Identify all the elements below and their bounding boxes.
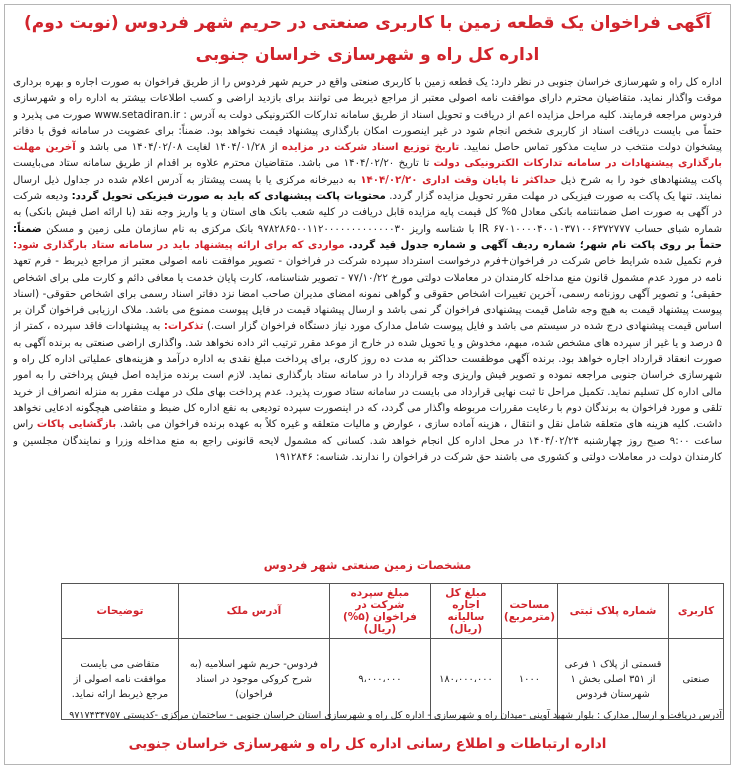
table-header-row [62, 584, 724, 639]
envelope-contents-text: ودیعه شرکت در آگهی به صورت اصل ضمانتنامه بانکی معادل ۵% کل قیمت پایه مزایده قابل دریافت در کلیه شعب بانک های استان و یا واریز وجه نقد (با ارائه اصل فیش بانکی) به شماره شبای حساب IR ۶۷۰۱۰۰۰۰۴۰۰۱۰۳۷۱۰۰۶۳۷۲۷۷۷ با شناسه واریز ۹۷۸۲۸۶۵۰۰۱۱۲۰۰۰۰۰۰۰۰۰۰۰۰۰۳۰ بانک مرکزی به نام سازمان ملی زمین و مسکن [13, 191, 722, 235]
ad-title: آگهی فراخوان یک قطعه زمین با کاربری صنعتی در حریم شهر فردوس (نوبت دوم) [24, 13, 711, 33]
organization-title: اداره کل راه و شهرسازی خراسان جنوبی [195, 45, 540, 65]
table-title: مشخصات زمین صنعتی شهر فردوس [263, 558, 472, 572]
ad-frame [4, 4, 731, 765]
cell-address: فردوس- حریم شهر اسلامیه (به شرح کروکی موجود در اسناد فراخوان) [178, 639, 329, 720]
table-row [62, 639, 724, 720]
header-plate: شماره پلاک ثبتی [558, 584, 669, 639]
header-usage: کاربری [669, 584, 724, 639]
cell-area: ۱۰۰۰ [501, 639, 557, 720]
header-rent: مبلغ کل اجاره سالیانه (ریال) [430, 584, 501, 639]
distribution-date-text: از ۱۴۰۴/۰۱/۲۸ لغایت ۱۴۰۴/۰۲/۰۸ می باشد و [80, 142, 278, 154]
deadline-text: تا تاریخ ۱۴۰۴/۰۲/۲۰ می باشد. متقاضیان محترم علاوه بر اقدام از طریق سامانه ستاد می‌بایست پاکت پیشنهادهای خود را به شرح ذیل [13, 158, 722, 186]
distribution-date-label: تاریخ توزیع اسناد شرکت در مزایده [281, 142, 460, 154]
ad-body [13, 75, 722, 555]
notes-label: تذکرات: [163, 321, 204, 333]
submission-address: آدرس دریافت و ارسال مدارک : بلوار شهید آوینی -میدان راه و شهرسازی - اداره کل راه و شهرسازی استان خراسان جنوبی - ساختمان مرکزی -کدپستی ۹۷۱۷۴۳۴۷۵۷ [69, 710, 722, 721]
cell-deposit: ۹،۰۰۰،۰۰۰ [329, 639, 430, 720]
cell-plate: قسمتی از پلاک ۱ فرعی از ۳۵۱ اصلی بخش ۱ شهرستان فردوس [558, 639, 669, 720]
header-deposit: مبلغ سپرده شرکت در فراخوان (۵%) (ریال) [329, 584, 430, 639]
paragraph-intro: اداره کل راه و شهرسازی خراسان جنوبی در نظر دارد: یک قطعه زمین با کاربری صنعتی واقع در حریم شهر فردوس را از طریق فراخوان به صورت اجاره و بهره برداری موقت واگذار نماید. متقاضیان محترم دارای موافقت نامه اصولی معتبر از مراجع ذیربط می توانند برای بازدید اراضی و کسب اطلاعات بیشتر به اداره راه و شهرسازی فردوس مراجعه فرمایند. کلیه مراحل مزایده اعم از دریافت و تحویل اسناد از طریق سامانه تدارکات الکترونیکی دولت به آدرس : www.setadiran.ir صورت می پذیرد و حتماً می بایست دریافت اسناد از کاربری شخص انجام شود در غیر اینصورت امکان بارگذاری پیشنهاد قیمت نخواهد بود. ضمناً: برای عضویت در سامانه فوق با دفاتر پیشخوان دولت منتخب در سایت مذکور تماس حاصل نمایید. [13, 77, 722, 154]
cell-usage: صنعتی [669, 639, 724, 720]
footer-office: اداره ارتباطات و اطلاع رسانی اداره کل راه و شهرسازی خراسان جنوبی [128, 736, 607, 752]
header-address: آدرس ملک [178, 584, 329, 639]
envelope-note: ضمناً: حتماً بر روی پاکت نام شهر؛ شماره ردیف آگهی و شماره جدول قید گردد. [13, 223, 722, 251]
deadline-label: آخرین مهلت بارگذاری پیشنهادات در سامانه تدارکات الکترونیکی دولت [13, 142, 722, 170]
header-area: مساحت (مترمربع) [501, 584, 557, 639]
opening-label: بازگشایی پاکات [36, 419, 117, 431]
upload-items-label: مواردی که برای ارائه پیشنهاد باید در سامانه ستاد بارگذاری شود: [13, 239, 345, 251]
deadline-text-2: به دبیرخانه مرکزی یا با پست پیشتاز به آدرس اعلام شده در جداول ذیل ارسال نمایند. تنها یک پاکت به صورت فیزیکی در مهلت مقرر تحویل مزایده گزار گردد. [13, 174, 722, 203]
envelope-contents-label: محتویات پاکت پیشنهادی که باید به صورت فیزیکی تحویل گردد: [71, 191, 386, 203]
upload-items-text: فرم تکمیل شده شرایط خاص شرکت در فراخوان+فرم درخواست استرداد سپرده شرکت در فراخوان - تصویر موافقت نامه اصولی معتبر از مراجع ذیربط - فرم تعهد نامه در مورد عدم مشمول قانون منع مداخله کارمندان در معاملات دولتی مورخ ۷۷/۱۰/۲۲ - تصویر شناسنامه، کارت پایان خدمت یا معافی دائم و کارت ملی برای اشخاص حقیقی؛ و تصویر آگهی روزنامه رسمی، آخرین تغییرات اشخاص حقوقی و گواهی نمونه امضای مدیران صاحب امضا نزد دفاتر اسناد رسمی برای اشخاص حقوقی- (اسناد پیوست پیشنهاد قیمت به هیچ وجه شامل قیمت پیشنهادی فراخوان گر نمی باشد و ارسال پیشنهاد قیمت در فایل پیوست ممنوع می باشد. ملاک ارزیابی فراخوان گران بر اساس قیمت پیشنهادی درج شده در سیستم می باشد و فایل پیوست شامل مدارک مورد نیاز دستگاه فراخوان گزار است.) [13, 256, 722, 333]
cell-rent: ۱۸۰،۰۰۰،۰۰۰ [430, 639, 501, 720]
notes-text: به پیشنهادات فاقد سپرده ، کمتر از ۵ درصد و یا غیر از سپرده های مشخص شده، مبهم، مخدوش و یا تحویل شده در خارج از موعد مقرر ترتیب اثر داده نخواهد شد. واگذاری اراضی صنعتی به برنده آگهی به صورت انعقاد قرارداد اجاره خواهد بود. برنده آگهی موظفست حداکثر به مدت ده روز کاری، برای پرداخت مبلغ نقدی به اداره درآمد و هزینه‌های عملیاتی اداره کل راه و شهرسازی خراسان جنوبی مراجعه نموده و تصویر فیش واریزی وجه قرارداد را در سامانه ستاد بارگذاری نماید. لازم است برنده مزایده اصل فیش پرداختی را به امور مالی اداره کل تسلیم نماید. تکمیل مراحل تا ثبت نهایی قرارداد می بایست در سامانه ستاد صورت پذیرد. عدم پرداخت بهای ملک در مهلت مقرر به منزله انصراف از خرید تلقی و مورد فراخوان به برندگان دوم با رعایت مقررات مربوطه واگذار می گردد، که در اینصورت سپرده تودیعی به نفع اداره کل ضبط و متقاضی هیچگونه ادعایی نخواهد داشت. کلیه هزینه های متعلقه شامل نقل و انتقال ، هزینه آماده سازی ، عوارض و مالیات متعلقه و غیره کلاً به عهده برنده فراخوان می باشد. [13, 321, 722, 431]
cell-notes: متقاضی می بایست موافقت نامه اصولی از مرجع ذیربط ارائه نماید. [62, 639, 179, 720]
property-table [61, 583, 724, 720]
opening-text: راس ساعت ۹:۰۰ صبح روز چهارشنبه ۱۴۰۴/۰۲/۲۴ در محل اداره کل انجام خواهد شد. کسانی که مشمول لایحه قانونی راجع به منع مداخله وزرا و نمایندگان مجلسین و کارمندان دولت در معاملات دولتی و کشوری می باشند حق شرکت در فراخوان را ندارند. شناسه: ۱۹۱۲۸۴۶ [13, 419, 722, 463]
deadline-final: حداکثر تا پایان وقت اداری ۱۴۰۴/۰۲/۲۰ [360, 174, 557, 186]
header-notes: توضیحات [62, 584, 179, 639]
